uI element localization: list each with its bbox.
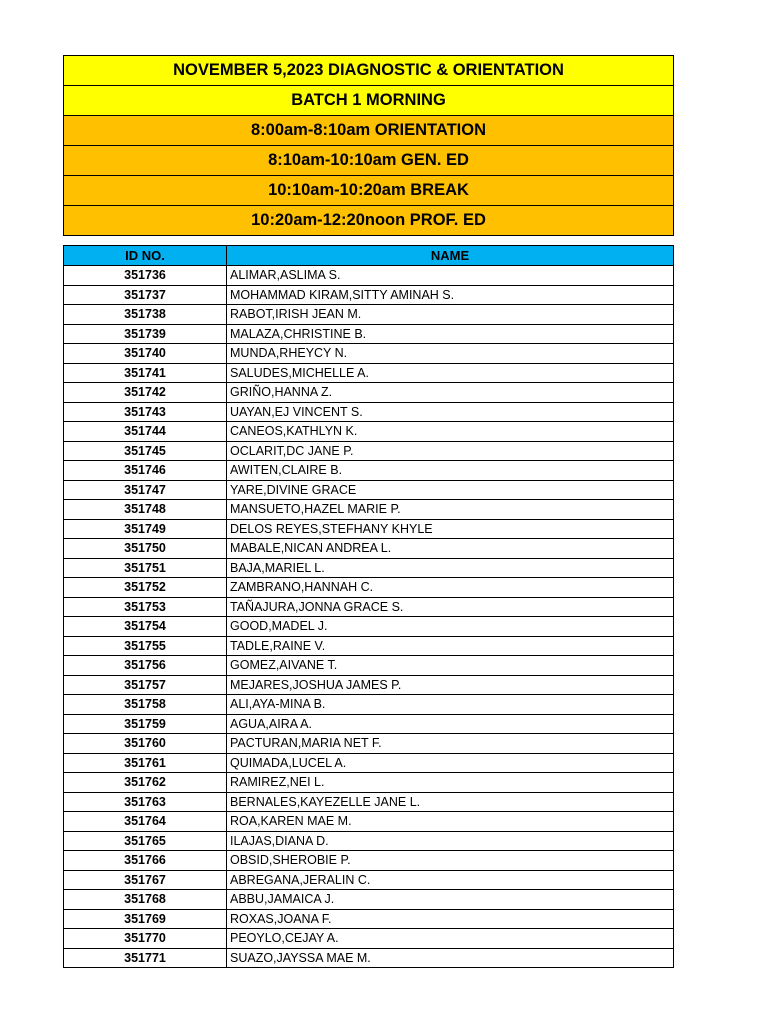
name-cell: SUAZO,JAYSSA MAE M. [227, 948, 674, 968]
id-cell: 351770 [64, 929, 227, 949]
table-row [64, 890, 674, 910]
name-cell: GOOD,MADEL J. [227, 617, 674, 637]
name-cell: ABBU,JAMAICA J. [227, 890, 674, 910]
table-row [64, 422, 674, 442]
id-cell: 351752 [64, 578, 227, 598]
table-row [64, 266, 674, 286]
name-cell: RAMIREZ,NEI L. [227, 773, 674, 793]
table-row [64, 344, 674, 364]
id-cell: 351755 [64, 636, 227, 656]
id-cell: 351744 [64, 422, 227, 442]
table-row [64, 636, 674, 656]
name-cell: AGUA,AIRA A. [227, 714, 674, 734]
id-cell: 351738 [64, 305, 227, 325]
name-cell: ILAJAS,DIANA D. [227, 831, 674, 851]
table-row [64, 792, 674, 812]
table-row [64, 695, 674, 715]
table-row [64, 324, 674, 344]
id-cell: 351748 [64, 500, 227, 520]
name-cell: AWITEN,CLAIRE B. [227, 461, 674, 481]
header-row: 10:10am-10:20am BREAK [64, 176, 673, 206]
table-row [64, 519, 674, 539]
name-cell: QUIMADA,LUCEL A. [227, 753, 674, 773]
table-row [64, 773, 674, 793]
id-cell: 351745 [64, 441, 227, 461]
id-cell: 351769 [64, 909, 227, 929]
name-cell: BERNALES,KAYEZELLE JANE L. [227, 792, 674, 812]
id-cell: 351757 [64, 675, 227, 695]
table-row [64, 870, 674, 890]
name-cell: MUNDA,RHEYCY N. [227, 344, 674, 364]
id-cell: 351768 [64, 890, 227, 910]
name-cell: BAJA,MARIEL L. [227, 558, 674, 578]
table-row [64, 558, 674, 578]
table-row [64, 305, 674, 325]
id-cell: 351767 [64, 870, 227, 890]
table-row [64, 480, 674, 500]
name-cell: ROA,KAREN MAE M. [227, 812, 674, 832]
name-cell: CANEOS,KATHLYN K. [227, 422, 674, 442]
name-cell: MOHAMMAD KIRAM,SITTY AMINAH S. [227, 285, 674, 305]
name-cell: OBSID,SHEROBIE P. [227, 851, 674, 871]
table-row [64, 363, 674, 383]
id-cell: 351765 [64, 831, 227, 851]
name-cell: ROXAS,JOANA F. [227, 909, 674, 929]
table-row [64, 441, 674, 461]
id-cell: 351743 [64, 402, 227, 422]
name-cell: SALUDES,MICHELLE A. [227, 363, 674, 383]
table-row [64, 597, 674, 617]
table-row [64, 539, 674, 559]
table-row [64, 753, 674, 773]
id-cell: 351762 [64, 773, 227, 793]
name-cell: ALI,AYA-MINA B. [227, 695, 674, 715]
name-cell: ZAMBRANO,HANNAH C. [227, 578, 674, 598]
table-row [64, 909, 674, 929]
column-header-id: ID NO. [64, 246, 227, 266]
id-cell: 351766 [64, 851, 227, 871]
id-cell: 351742 [64, 383, 227, 403]
table-row [64, 402, 674, 422]
id-cell: 351739 [64, 324, 227, 344]
id-cell: 351760 [64, 734, 227, 754]
id-cell: 351771 [64, 948, 227, 968]
name-cell: PACTURAN,MARIA NET F. [227, 734, 674, 754]
table-row [64, 578, 674, 598]
table-row [64, 714, 674, 734]
name-cell: TAÑAJURA,JONNA GRACE S. [227, 597, 674, 617]
id-cell: 351756 [64, 656, 227, 676]
id-cell: 351754 [64, 617, 227, 637]
name-cell: UAYAN,EJ VINCENT S. [227, 402, 674, 422]
table-row [64, 851, 674, 871]
roster-table [63, 245, 674, 968]
id-cell: 351736 [64, 266, 227, 286]
name-cell: MEJARES,JOSHUA JAMES P. [227, 675, 674, 695]
id-cell: 351747 [64, 480, 227, 500]
table-row [64, 812, 674, 832]
name-cell: GRIÑO,HANNA Z. [227, 383, 674, 403]
table-row [64, 461, 674, 481]
name-cell: OCLARIT,DC JANE P. [227, 441, 674, 461]
table-row [64, 831, 674, 851]
schedule-header [63, 55, 674, 236]
name-cell: PEOYLO,CEJAY A. [227, 929, 674, 949]
id-cell: 351746 [64, 461, 227, 481]
id-cell: 351741 [64, 363, 227, 383]
id-cell: 351750 [64, 539, 227, 559]
table-row [64, 948, 674, 968]
column-header-name: NAME [227, 246, 674, 266]
name-cell: GOMEZ,AIVANE T. [227, 656, 674, 676]
name-cell: MABALE,NICAN ANDREA L. [227, 539, 674, 559]
header-row: 8:10am-10:10am GEN. ED [64, 146, 673, 176]
id-cell: 351737 [64, 285, 227, 305]
header-row: 8:00am-8:10am ORIENTATION [64, 116, 673, 146]
roster-body [64, 266, 674, 968]
id-cell: 351761 [64, 753, 227, 773]
id-cell: 351749 [64, 519, 227, 539]
id-cell: 351763 [64, 792, 227, 812]
name-cell: ALIMAR,ASLIMA S. [227, 266, 674, 286]
name-cell: MANSUETO,HAZEL MARIE P. [227, 500, 674, 520]
id-cell: 351759 [64, 714, 227, 734]
table-row [64, 285, 674, 305]
id-cell: 351753 [64, 597, 227, 617]
name-cell: DELOS REYES,STEFHANY KHYLE [227, 519, 674, 539]
id-cell: 351764 [64, 812, 227, 832]
table-row [64, 929, 674, 949]
name-cell: MALAZA,CHRISTINE B. [227, 324, 674, 344]
header-row: 10:20am-12:20noon PROF. ED [64, 206, 673, 236]
table-header-row [64, 246, 674, 266]
id-cell: 351758 [64, 695, 227, 715]
id-cell: 351740 [64, 344, 227, 364]
table-row [64, 383, 674, 403]
table-row [64, 500, 674, 520]
name-cell: YARE,DIVINE GRACE [227, 480, 674, 500]
table-row [64, 734, 674, 754]
name-cell: ABREGANA,JERALIN C. [227, 870, 674, 890]
header-row: BATCH 1 MORNING [64, 86, 673, 116]
name-cell: RABOT,IRISH JEAN M. [227, 305, 674, 325]
header-row: NOVEMBER 5,2023 DIAGNOSTIC & ORIENTATION [64, 56, 673, 86]
id-cell: 351751 [64, 558, 227, 578]
table-row [64, 617, 674, 637]
table-row [64, 675, 674, 695]
table-row [64, 656, 674, 676]
name-cell: TADLE,RAINE V. [227, 636, 674, 656]
